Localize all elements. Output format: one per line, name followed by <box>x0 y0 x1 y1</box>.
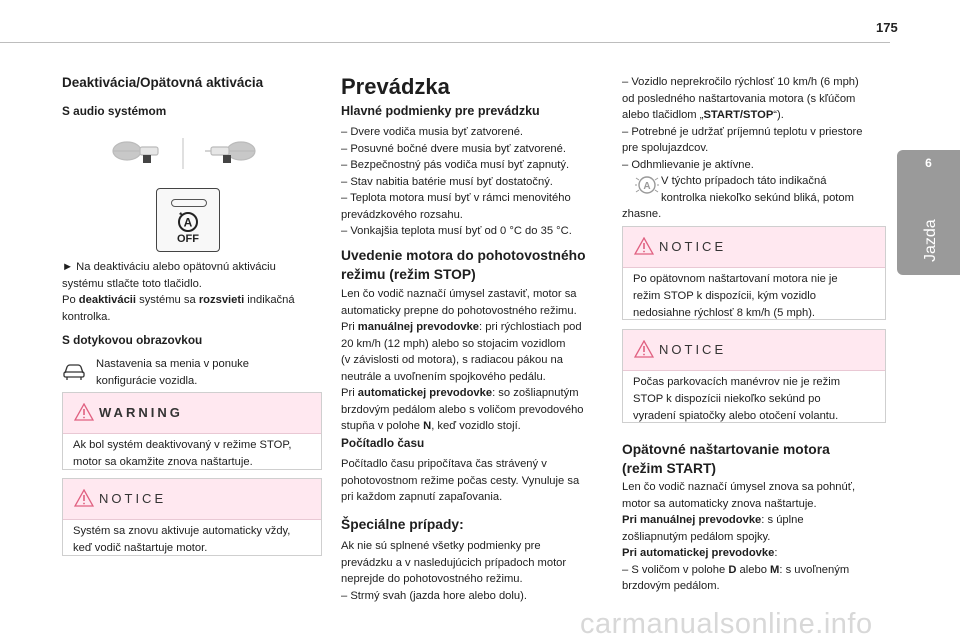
notice-box <box>62 478 322 556</box>
notice-body <box>633 374 840 425</box>
off-label: OFF <box>177 233 199 245</box>
indicator-lamp-icon <box>171 199 207 207</box>
list-item: – Stav nabitia batérie musí byť dostatočný. <box>341 175 553 188</box>
chapter-number: 6 <box>925 156 932 170</box>
text-bold: START/STOP <box>703 109 774 121</box>
page-title: Prevádzka <box>341 74 450 99</box>
stop-mode-text <box>341 286 584 435</box>
text-line: neutrále a uvoľnením spojkového pedálu. <box>341 370 546 383</box>
indicator-text <box>661 173 854 206</box>
text-bold: Pri manuálnej prevodovke <box>622 514 762 526</box>
text-line: kontrolka niekoľko sekúnd bliká, potom <box>661 191 854 204</box>
text-line: pri každom zapnutí zapaľovania. <box>341 491 503 503</box>
text-line: zhasne. <box>622 208 662 220</box>
text-bold: rozsvieti <box>198 294 245 306</box>
stop-start-off-button-icon <box>156 188 220 252</box>
subheading-timer: Počítadlo času <box>341 436 425 450</box>
text-line <box>341 385 584 402</box>
text-line: od posledného naštartovania motora (s kľúčom <box>622 92 856 105</box>
notice-triangle-icon <box>74 489 94 507</box>
text-line: brzdovým pedálom alebo s voličom prevodového <box>341 403 584 416</box>
text-span: indikačná <box>244 294 295 306</box>
text-span: Pri <box>341 321 358 333</box>
text-line <box>622 107 863 124</box>
section-heading: Deaktivácia/Opätovná aktivácia <box>62 75 264 90</box>
text-line: nedosiahne rýchlosť 8 km/h (5 mph). <box>633 307 816 319</box>
subheading-stop-mode <box>341 246 586 284</box>
svg-text:A: A <box>643 181 651 192</box>
notice-box <box>622 329 886 423</box>
notice-triangle-icon <box>634 340 654 358</box>
text-line: kontrolka. <box>62 310 111 323</box>
text-line: Počas parkovacích manévrov nie je režim <box>633 376 841 388</box>
warning-body <box>73 437 291 471</box>
text-line: Systém sa znovu aktivuje automaticky vždy, <box>73 525 291 537</box>
text-line: motor sa automaticky znova naštartuje. <box>622 497 817 510</box>
text-span: : pri rýchlostiach pod <box>479 321 582 333</box>
text-bold: manuálnej prevodovke <box>357 321 480 333</box>
list-item: prevádzkového rozsahu. <box>341 208 463 221</box>
list-item: – Odhmlievanie je aktívne. <box>622 158 754 171</box>
text-bold: automatickej prevodovke <box>357 387 493 399</box>
timer-text <box>341 456 579 506</box>
subheading-audio: S audio systémom <box>62 104 167 118</box>
text-span: , keď vozidlo stojí. <box>431 420 521 432</box>
text-bold: Pri automatickej prevodovke <box>622 547 775 559</box>
text-line: Opätovné naštartovanie motora <box>622 442 830 457</box>
text-line: Len čo vodič naznačí úmysel zastaviť, motor sa <box>341 288 577 300</box>
subheading-special-cases: Špeciálne prípady: <box>341 517 464 532</box>
text-span: : s úplne <box>761 514 804 526</box>
text-span: alebo <box>736 563 771 576</box>
warning-triangle-icon <box>74 403 94 421</box>
list-item: – Strmý svah (jazda hore alebo dolu). <box>341 589 527 602</box>
text-line <box>622 512 855 529</box>
notice-body <box>73 523 290 557</box>
text-line <box>62 292 295 309</box>
text-line: Ak nie sú splnené všetky podmienky pre <box>341 540 541 552</box>
paragraph <box>62 259 295 325</box>
list-item: – Teplota motora musí byť v rámci menovitého <box>341 192 571 204</box>
text-line: neprejde do pohotovostného režimu. <box>341 573 523 585</box>
list-item: – Dvere vodiča musia byť zatvorené. <box>341 126 524 138</box>
text-line <box>341 418 584 435</box>
list-item: – Vozidlo neprekročilo rýchlosť 10 km/h (6 mph) <box>622 76 859 88</box>
text-line: keď vodič naštartuje motor. <box>73 542 208 554</box>
text-line: Uvedenie motora do pohotovostného <box>341 248 586 263</box>
text-line: 20 km/h (12 mph) alebo so stojacim vozidlom <box>341 337 566 350</box>
text-bold: deaktivácii <box>78 294 137 306</box>
warning-box <box>62 392 322 470</box>
text-line: prevádzku a v nasledujúcich prípadoch motor <box>341 556 567 569</box>
warning-title: WARNING <box>99 405 183 420</box>
text-line: Po opätovnom naštartovaní motora nie je <box>633 273 838 285</box>
special-cases-continued <box>622 74 863 173</box>
notice-header <box>63 479 321 520</box>
notice-title: NOTICE <box>659 342 727 357</box>
text-span: : s uvoľneným <box>779 563 850 576</box>
list-item <box>622 562 855 579</box>
subheading-start-mode <box>622 440 830 478</box>
list-item: – Bezpečnostný pás vodiča musí byť zapnutý. <box>341 159 570 171</box>
text-line: STOP k dispozícii niekoľko sekúnd po <box>633 393 821 405</box>
svg-text:A: A <box>183 215 193 230</box>
text-line: Počítadlo času pripočítava čas strávený v <box>341 458 547 470</box>
conditions-list <box>341 124 572 240</box>
text-line: pre spolujazdcov. <box>622 142 709 154</box>
notice-header <box>623 227 885 268</box>
text-bold: N <box>423 420 432 432</box>
text-span: Pri <box>341 387 358 399</box>
chapter-label: Jazda <box>922 219 939 262</box>
text-line: ► Na deaktiváciu alebo opätovnú aktiváciu <box>62 261 276 273</box>
text-line: pohotovostnom režime počas cesty. Vynuluje sa <box>341 474 580 487</box>
text-line: vyradení spiatočky alebo otočení volantu. <box>633 410 839 422</box>
text-line: (v závislosti od motora), s radiacou pákou na <box>341 354 563 366</box>
text-line: Len čo vodič naznačí úmysel znova sa pohnúť, <box>622 481 856 493</box>
text-line: automaticky prepne do pohotovostného režimu. <box>341 304 577 317</box>
text-span: : <box>774 547 778 559</box>
text-line: Ak bol systém deaktivovaný v režime STOP, <box>73 439 292 451</box>
text-line: režimu (režim STOP) <box>341 267 476 282</box>
notice-title: NOTICE <box>99 491 167 506</box>
text-line: (režim START) <box>622 461 717 476</box>
text-line: brzdovým pedálom. <box>622 580 720 592</box>
page-number: 175 <box>876 20 898 35</box>
text-span: alebo tlačidlom „ <box>622 109 704 121</box>
touchscreen-text <box>96 356 249 389</box>
text-line: V týchto prípadoch táto indikačná <box>661 175 827 187</box>
text-line: Nastavenia sa menia v ponuke <box>96 358 249 370</box>
subheading-conditions: Hlavné podmienky pre prevádzku <box>341 104 540 118</box>
text-span: : so zošliapnutým <box>492 387 579 399</box>
text-line: konfigurácie vozidla. <box>96 374 198 387</box>
steering-controls-illustration <box>105 133 265 175</box>
text-span: – S voličom v polohe <box>622 563 729 576</box>
list-item: – Vonkajšia teplota musí byť od 0 °C do 35 °C. <box>341 225 572 237</box>
text-span: Po <box>62 294 79 306</box>
list-item: – Posuvné bočné dvere musia byť zatvorené. <box>341 142 566 155</box>
header-rule <box>0 42 890 43</box>
car-settings-icon <box>62 361 86 381</box>
notice-triangle-icon <box>634 237 654 255</box>
special-cases-text <box>341 538 566 604</box>
text-line: systému stlačte toto tlačidlo. <box>62 277 202 290</box>
text-line <box>341 319 584 336</box>
stop-start-indicator-icon <box>634 174 660 196</box>
text-span: stupňa v polohe <box>341 420 424 432</box>
text-bold: D <box>728 563 737 576</box>
text-line: zošliapnutým pedálom spojky. <box>622 530 771 543</box>
start-mode-text <box>622 479 855 595</box>
notice-title: NOTICE <box>659 239 727 254</box>
notice-body <box>633 271 838 322</box>
notice-header <box>623 330 885 371</box>
text-line: motor sa okamžite znova naštartuje. <box>73 456 253 468</box>
subheading-touchscreen: S dotykovou obrazovkou <box>62 333 203 347</box>
watermark: carmanualsonline.info <box>580 608 873 640</box>
text-line: režim STOP k dispozícii, kým vozidlo <box>633 290 816 302</box>
list-item: – Potrebné je udržať príjemnú teplotu v priestore <box>622 125 863 138</box>
text-bold: M <box>770 563 780 576</box>
notice-box <box>622 226 886 320</box>
text-line <box>622 545 855 562</box>
warning-header <box>63 393 321 434</box>
auto-stop-icon <box>176 210 200 234</box>
text-span: “). <box>773 109 784 121</box>
text-span: systému sa <box>136 294 199 306</box>
